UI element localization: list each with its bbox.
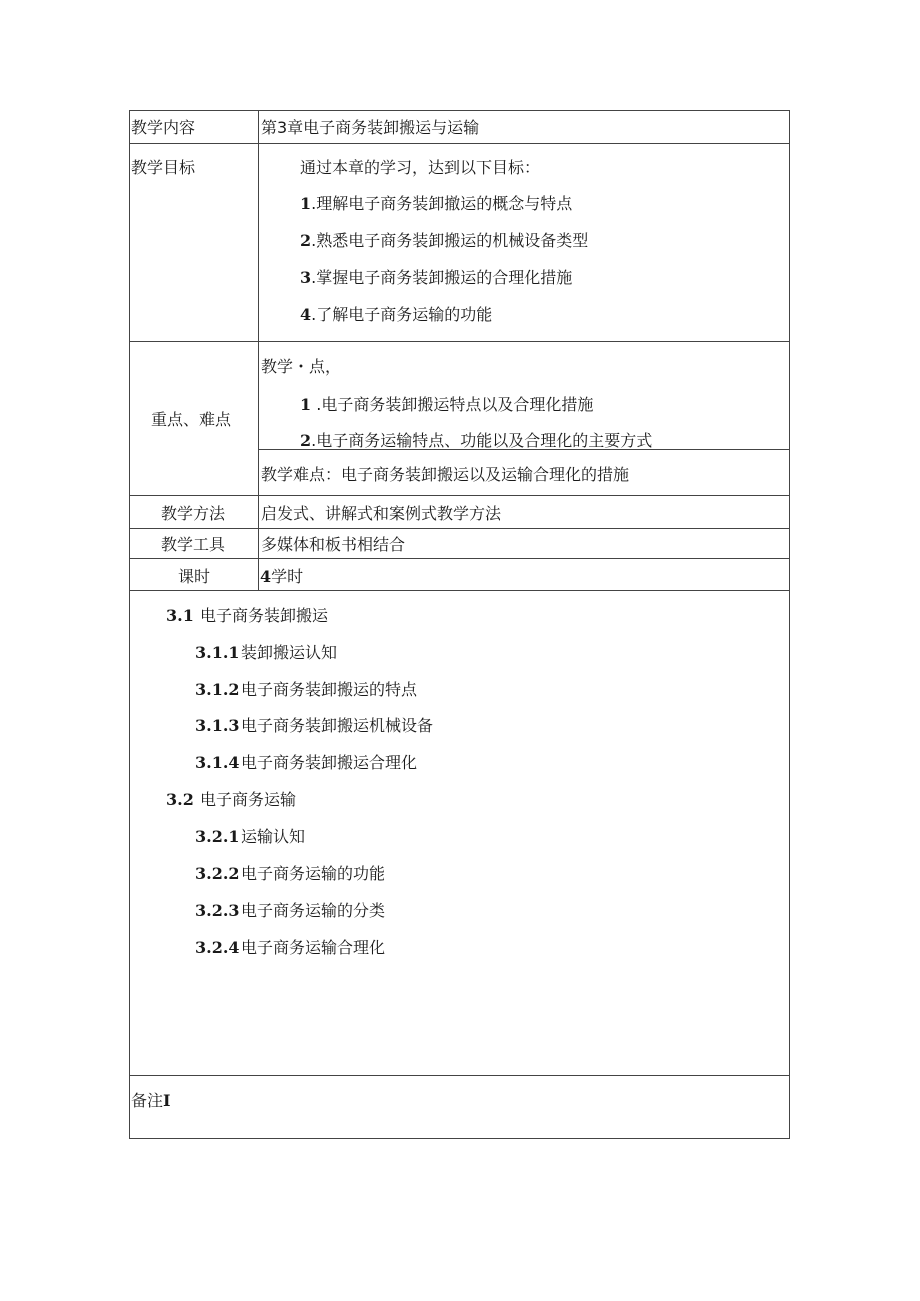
method-label: 教学方法 [161, 504, 226, 523]
objective-item: 1.理解电子商务装卸撤运的概念与特点 [300, 194, 573, 213]
row-divider [129, 528, 790, 529]
row-divider [129, 495, 790, 496]
objective-item: 4.了解电子商务运输的功能 [300, 305, 493, 324]
objective-item: 2.熟悉电子商务装卸搬运的机械设备类型 [300, 231, 589, 250]
row-divider [129, 1075, 790, 1076]
keypoint-item: 2.电子商务运输特点、功能以及合理化的主要方式 [300, 431, 653, 450]
outline-item: 3.2.1运输认知 [195, 827, 306, 846]
hours-label: 课时 [178, 567, 211, 586]
outline-section-heading: 3.1 电子商务装卸搬运 [166, 606, 329, 625]
column-divider [258, 110, 259, 590]
outline-item: 3.2.2电子商务运输的功能 [195, 864, 386, 883]
outline-item: 3.1.3电子商务装卸搬运机械设备 [195, 716, 434, 735]
outline-item: 3.2.4电子商务运输合理化 [195, 938, 386, 957]
objectives-intro: 通过本章的学习，达到以下目标： [300, 158, 541, 177]
content-value: 第3章电子商务装卸搬运与运输 [261, 118, 480, 137]
hours-value: 4学时 [260, 567, 304, 586]
outline-section-heading: 3.2 电子商务运输 [166, 790, 297, 809]
outline-item: 3.1.1装卸搬运认知 [195, 643, 338, 662]
keypoints-label: 重点、难点 [151, 410, 232, 429]
content-label: 教学内容 [131, 118, 196, 137]
outline-item: 3.1.4电子商务装卸搬运合理化 [195, 753, 418, 772]
remarks-label: 备注I [131, 1091, 171, 1110]
keypoints-heading: 教学・点， [261, 357, 342, 376]
tools-value: 多媒体和板书相结合 [261, 535, 406, 554]
objectives-label: 教学目标 [131, 158, 196, 177]
row-divider [129, 143, 790, 144]
outline-item: 3.1.2电子商务装卸搬运的特点 [195, 680, 418, 699]
row-divider [129, 558, 790, 559]
tools-label: 教学工具 [161, 535, 226, 554]
objective-item: 3.掌握电子商务装卸搬运的合理化措施 [300, 268, 573, 287]
difficulty-text: 教学难点：电子商务装卸搬运以及运输合理化的措施 [261, 465, 630, 484]
row-divider [129, 590, 790, 591]
outline-item: 3.2.3电子商务运输的分类 [195, 901, 386, 920]
method-value: 启发式、讲解式和案例式教学方法 [261, 504, 502, 523]
row-divider [129, 341, 790, 342]
keypoint-item: 1 .电子商务装卸搬运特点以及合理化措施 [300, 395, 594, 414]
